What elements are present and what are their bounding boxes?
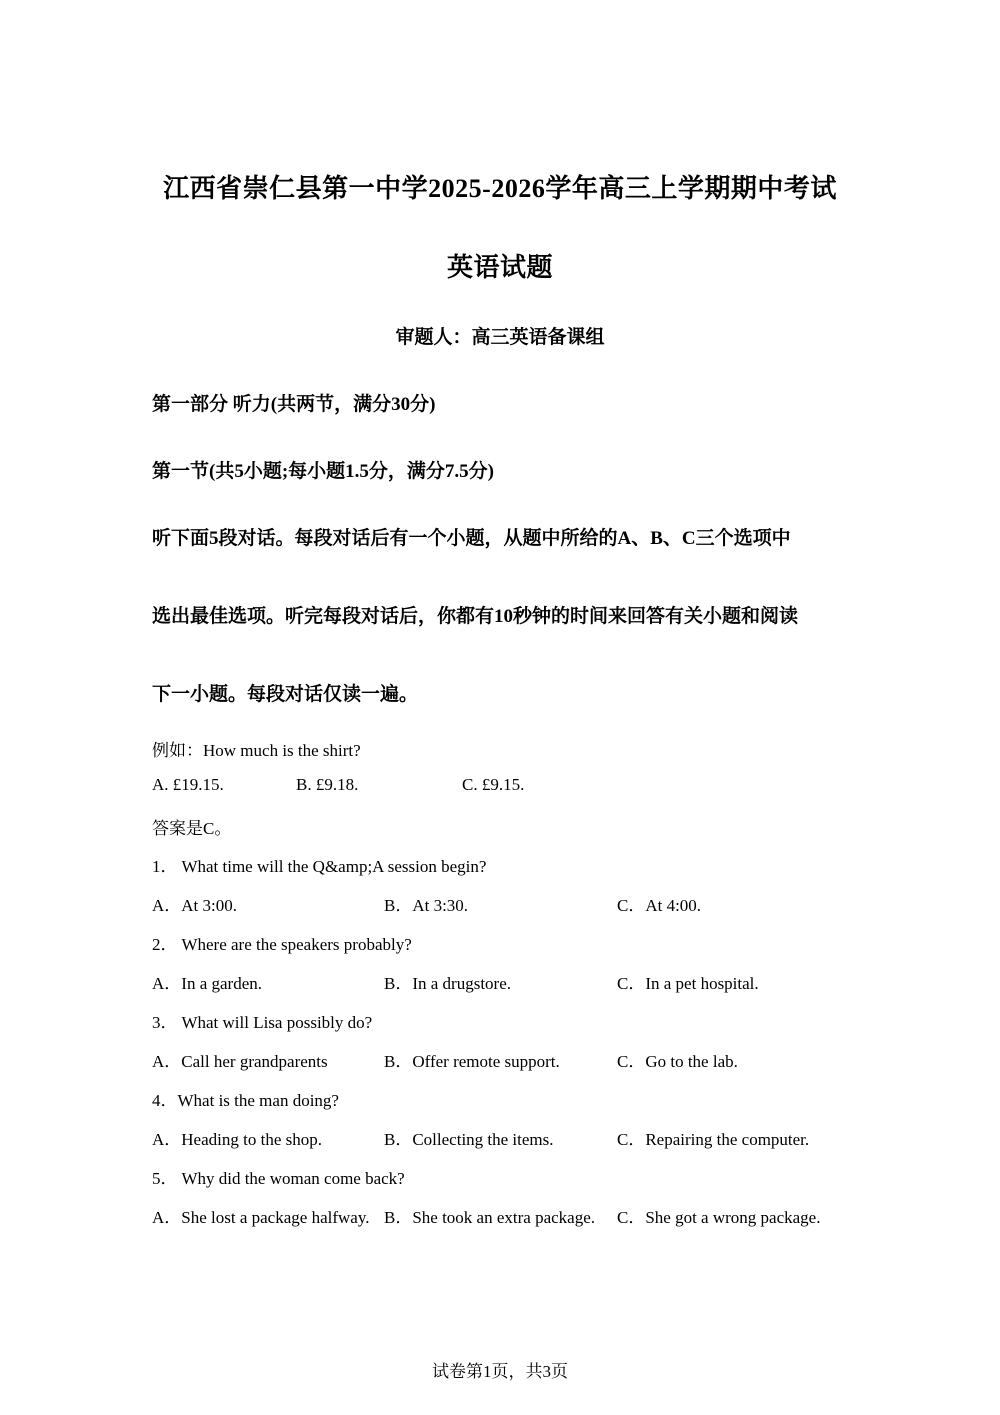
question-4-stem: 4．What is the man doing? (152, 1091, 339, 1110)
reviewer-line: 审题人：高三英语备课组 (395, 327, 605, 348)
question-2-option-a: A．In a garden. (152, 974, 262, 993)
instruction-line-2: 选出最佳选项。听完每段对话后，你都有10秒钟的时间来回答有关小题和阅读 (152, 606, 799, 627)
question-5-option-a: A．She lost a package halfway. (152, 1208, 370, 1227)
question-5-stem: 5． Why did the woman come back? (152, 1169, 405, 1188)
example-question: 例如：How much is the shirt? (152, 741, 361, 760)
question-5-option-c: C．She got a wrong package. (617, 1208, 821, 1227)
question-2-option-b: B．In a drugstore. (384, 974, 512, 993)
section1-heading: 第一节(共5小题;每小题1.5分，满分7.5分) (152, 461, 494, 482)
example-option-a: A. £19.15. (152, 775, 224, 794)
question-3-option-a: A．Call her grandparents (152, 1052, 328, 1071)
part1-heading: 第一部分 听力(共两节，满分30分) (152, 394, 436, 415)
question-4-option-b: B．Collecting the items. (384, 1130, 554, 1149)
question-1-stem: 1． What time will the Q&amp;A session begin? (152, 857, 487, 876)
question-1-option-c: C．At 4:00. (617, 896, 702, 915)
question-1-option-a: A．At 3:00. (152, 896, 237, 915)
page-footer: 试卷第1页，共3页 (432, 1362, 568, 1381)
question-2-stem: 2． Where are the speakers probably? (152, 935, 412, 954)
question-5-option-b: B．She took an extra package. (384, 1208, 596, 1227)
instruction-line-1: 听下面5段对话。每段对话后有一个小题，从题中所给的A、B、C三个选项中 (152, 528, 791, 549)
exam-title-line1: 江西省崇仁县第一中学2025-2026学年高三上学期期中考试 (163, 174, 837, 203)
question-3-option-b: B．Offer remote support. (384, 1052, 560, 1071)
exam-title-line2: 英语试题 (446, 253, 553, 282)
example-option-b: B. £9.18. (296, 775, 359, 794)
instruction-line-3: 下一小题。每段对话仅读一遍。 (152, 684, 419, 705)
example-option-c: C. £9.15. (462, 775, 525, 794)
question-3-stem: 3． What will Lisa possibly do? (152, 1013, 373, 1032)
question-1-option-b: B．At 3:30. (384, 896, 469, 915)
question-4-option-a: A．Heading to the shop. (152, 1130, 322, 1149)
question-3-option-c: C．Go to the lab. (617, 1052, 738, 1071)
example-answer: 答案是C。 (152, 819, 232, 838)
question-4-option-c: C．Repairing the computer. (617, 1130, 810, 1149)
question-2-option-c: C．In a pet hospital. (617, 974, 759, 993)
